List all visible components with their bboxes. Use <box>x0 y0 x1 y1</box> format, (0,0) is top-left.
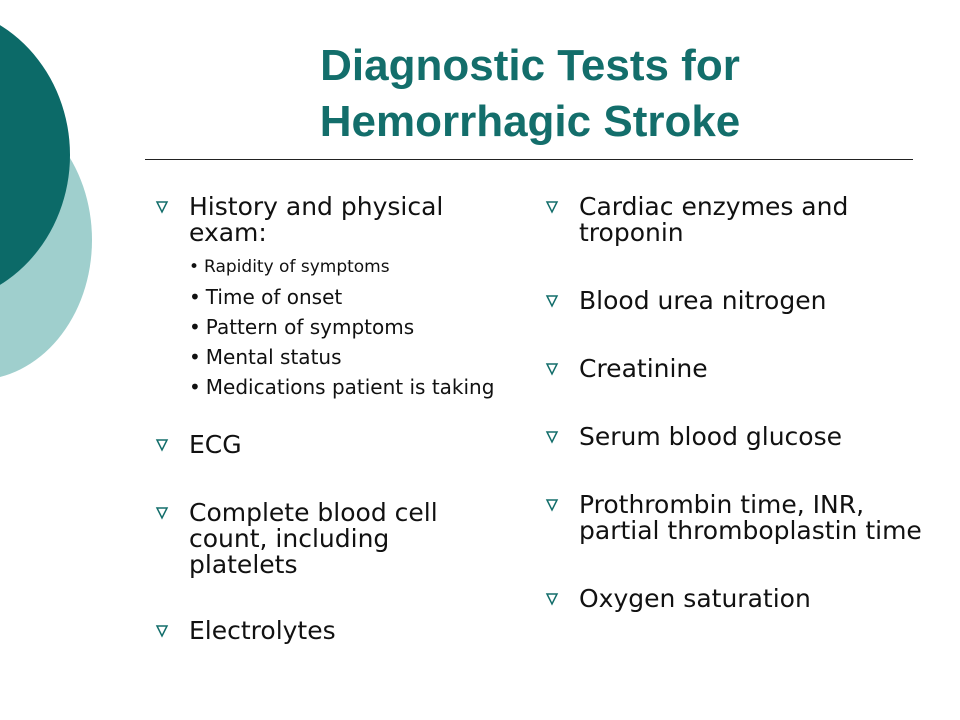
title-line-2: Hemorrhagic Stroke <box>319 97 741 146</box>
open-box-bullet-icon <box>545 498 559 512</box>
open-box-bullet-icon <box>545 362 559 376</box>
list-item <box>545 492 925 544</box>
list-item <box>155 432 505 458</box>
list-item <box>545 288 925 314</box>
list-item <box>155 500 505 578</box>
list-item-label: Prothrombin time, INR, partial thromboplastin time <box>579 490 922 545</box>
list-item-label: History and physical exam: <box>189 192 444 247</box>
open-box-bullet-icon <box>545 200 559 214</box>
sub-list <box>189 256 505 398</box>
list-item-label: Serum blood glucose <box>579 422 843 451</box>
list-item-label: Oxygen saturation <box>579 584 811 613</box>
sub-list-item: • Rapidity of symptoms <box>189 257 390 277</box>
sub-list-item: • Mental status <box>189 345 342 369</box>
list-item <box>545 424 925 450</box>
list-item <box>545 586 925 612</box>
sub-list-item: • Pattern of symptoms <box>189 315 415 339</box>
title-divider <box>145 159 913 160</box>
list-item <box>155 194 505 398</box>
list-item-label: Complete blood cell count, including platelets <box>189 498 438 579</box>
open-box-bullet-icon <box>545 430 559 444</box>
open-box-bullet-icon <box>155 624 169 638</box>
sub-list-item: • Time of onset <box>189 285 343 309</box>
list-item <box>155 618 505 644</box>
list-item-label: Cardiac enzymes and troponin <box>579 192 849 247</box>
title-line-1: Diagnostic Tests for <box>320 41 740 90</box>
list-item-label: Blood urea nitrogen <box>579 286 827 315</box>
sub-list-item: • Medications patient is taking <box>189 375 495 399</box>
open-box-bullet-icon <box>545 294 559 308</box>
open-box-bullet-icon <box>545 592 559 606</box>
list-item <box>545 194 925 246</box>
left-column <box>155 194 505 644</box>
open-box-bullet-icon <box>155 200 169 214</box>
list-item-label: ECG <box>189 430 242 459</box>
open-box-bullet-icon <box>155 438 169 452</box>
list-item <box>545 356 925 382</box>
right-column <box>545 194 925 612</box>
list-item-label: Electrolytes <box>189 616 336 645</box>
slide-title <box>150 38 910 150</box>
open-box-bullet-icon <box>155 506 169 520</box>
list-item-label: Creatinine <box>579 354 708 383</box>
